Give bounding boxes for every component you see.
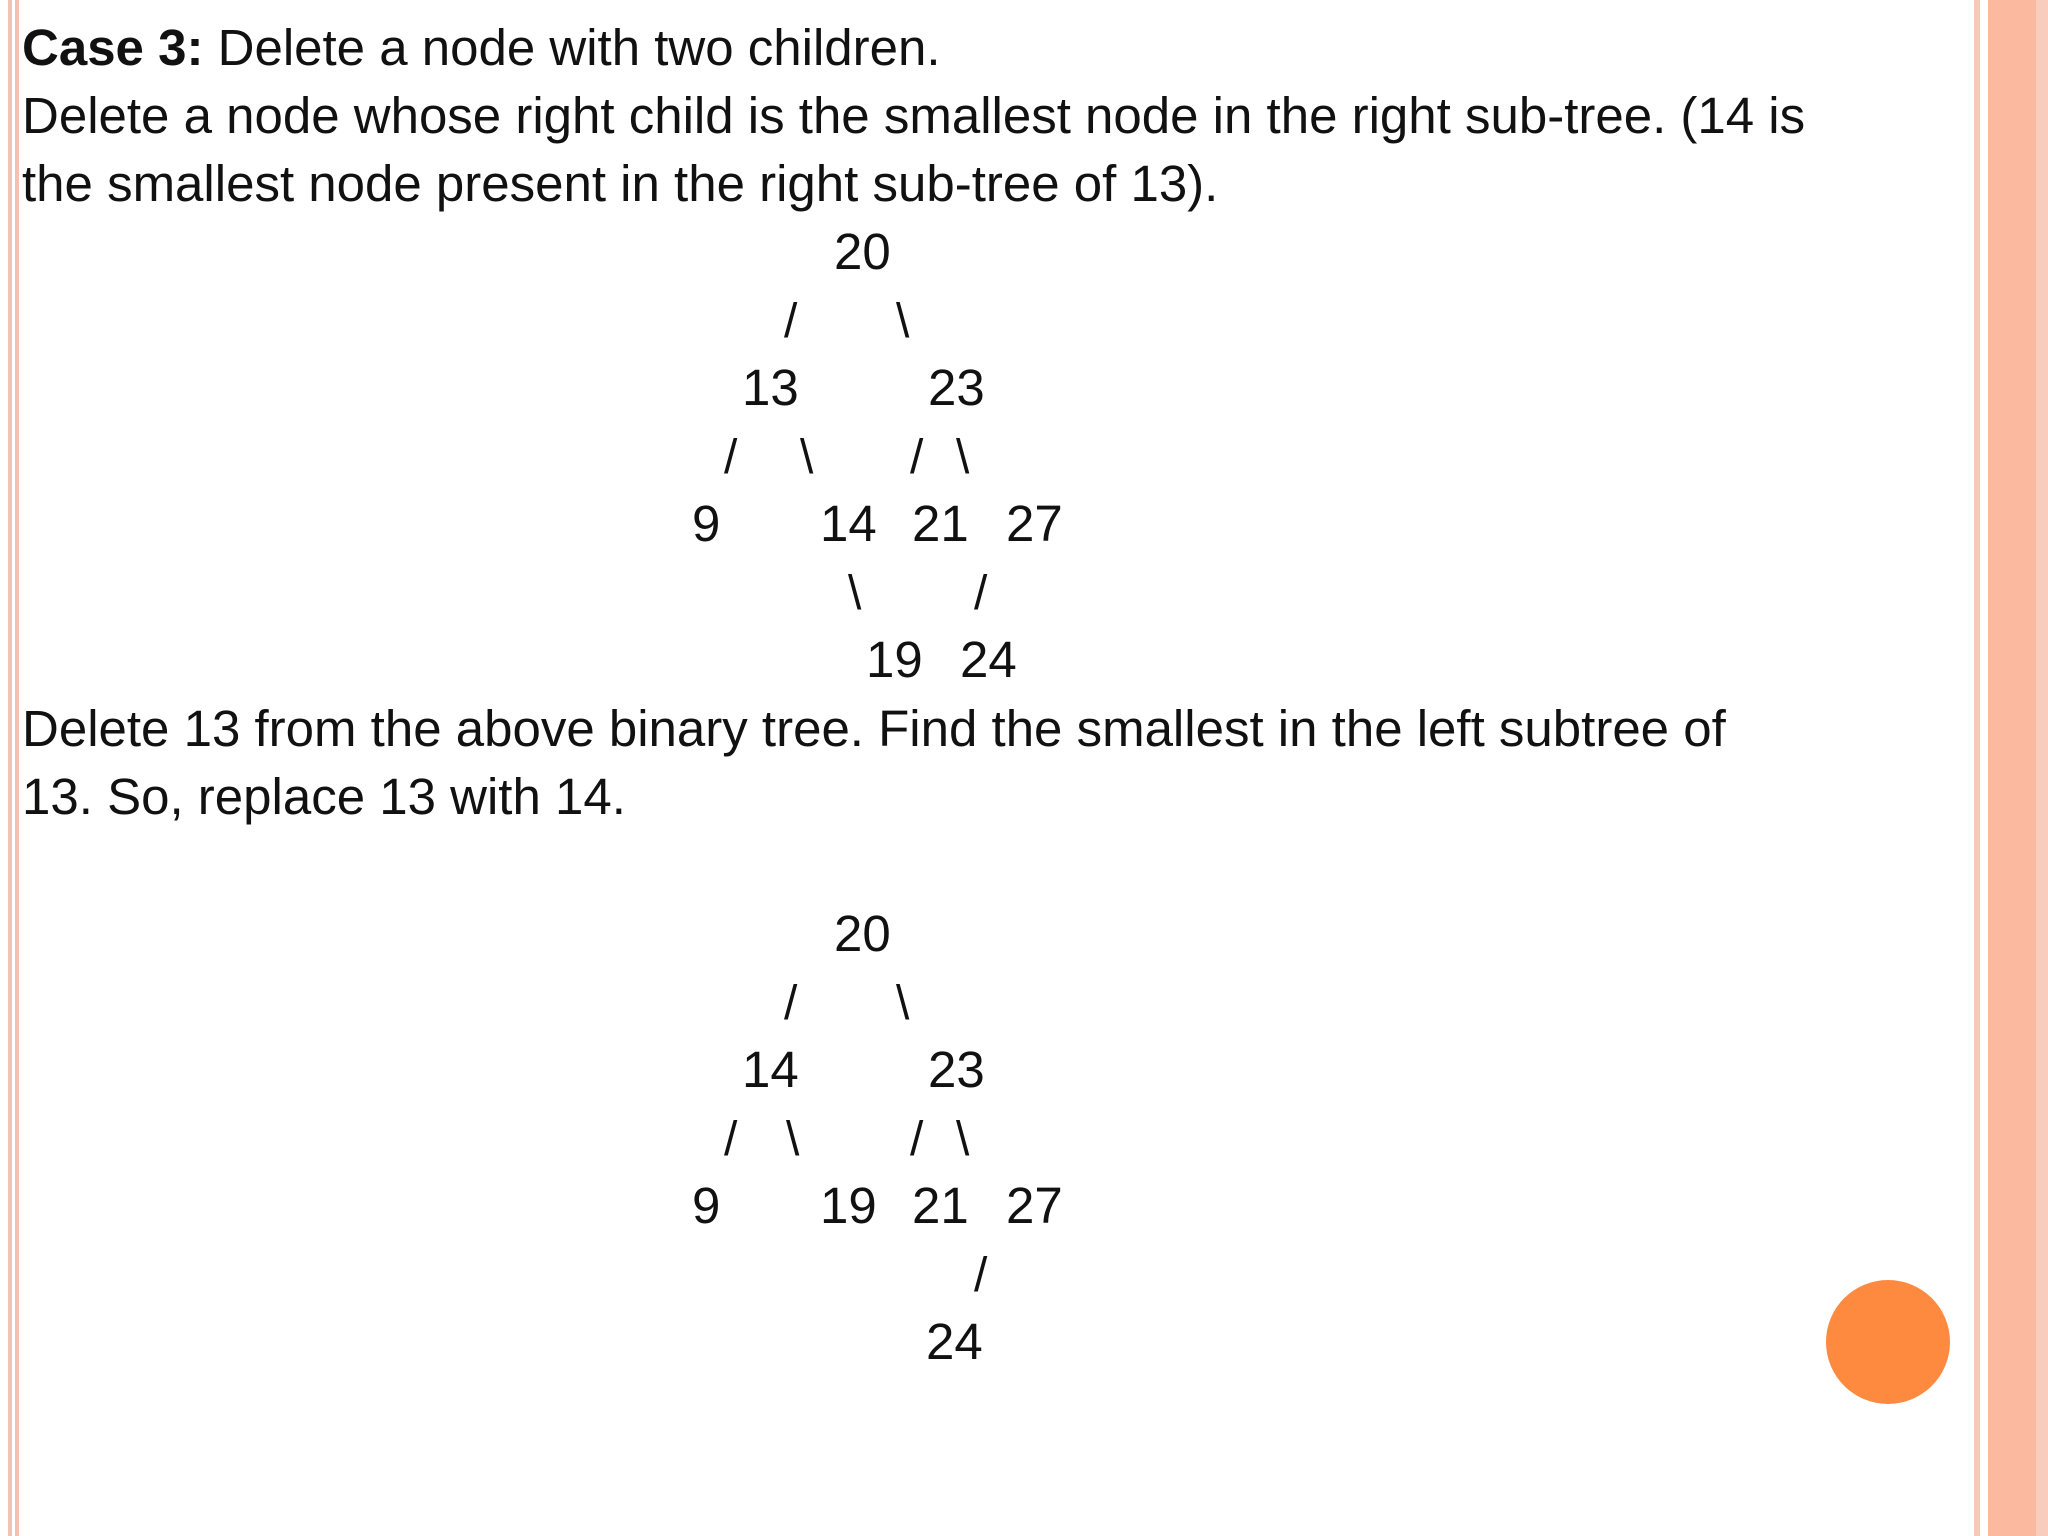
- tree-after-edge-27-left: /: [974, 1249, 988, 1302]
- tree-before-edge-23-right: \: [956, 431, 970, 484]
- tree-after-edge-14-left: /: [724, 1113, 738, 1166]
- intro-line-1: Delete a node whose right child is the smallest node in the right sub-tree. (14 is: [22, 87, 1806, 144]
- intro-line-2: the smallest node present in the right sub-tree of 13).: [22, 155, 1219, 212]
- tree-before-node-9: 9: [692, 495, 721, 552]
- tree-after-edge-root-left: /: [784, 977, 798, 1030]
- right-border-decoration: [1966, 0, 2048, 1536]
- tree-before-edge-root-left: /: [784, 295, 798, 348]
- tree-after-node-24: 24: [926, 1313, 983, 1370]
- tree-after-node-21: 21: [912, 1177, 969, 1234]
- case-label: Case 3:: [22, 19, 204, 76]
- tree-before-node-24: 24: [960, 631, 1017, 688]
- explanation-line-1: Delete 13 from the above binary tree. Find the smallest in the left subtree of: [22, 700, 1726, 757]
- tree-before-edge-13-right: \: [800, 431, 814, 484]
- tree-before-node-14: 14: [820, 495, 877, 552]
- slide-heading: [22, 14, 941, 82]
- tree-before-edge-root-right: \: [896, 295, 910, 348]
- explanation-line-2: 13. So, replace 13 with 14.: [22, 768, 626, 825]
- tree-before-node-21: 21: [912, 495, 969, 552]
- case-title: Delete a node with two children.: [203, 19, 941, 76]
- tree-after-node-19: 19: [820, 1177, 877, 1234]
- tree-after-edge-23-left: /: [910, 1113, 924, 1166]
- tree-after-edge-23-right: \: [956, 1113, 970, 1166]
- tree-before-node-27: 27: [1006, 495, 1063, 552]
- tree-before-node-13: 13: [742, 359, 799, 416]
- left-border-decoration: [0, 0, 19, 1536]
- tree-before-node-23: 23: [928, 359, 985, 416]
- tree-before-node-19: 19: [866, 631, 923, 688]
- tree-after-root: 20: [834, 905, 891, 962]
- tree-before-root: 20: [834, 223, 891, 280]
- explanation-paragraph: [22, 695, 1726, 831]
- tree-before-edge-23-left: /: [910, 431, 924, 484]
- tree-after-node-14: 14: [742, 1041, 799, 1098]
- intro-paragraph: [22, 82, 1805, 218]
- tree-after-node-27: 27: [1006, 1177, 1063, 1234]
- orange-circle-decoration: [1826, 1280, 1950, 1404]
- tree-before-edge-27-left: /: [974, 567, 988, 620]
- tree-before-edge-13-left: /: [724, 431, 738, 484]
- tree-before-edge-14-right: \: [848, 567, 862, 620]
- tree-after-node-9: 9: [692, 1177, 721, 1234]
- tree-after-node-23: 23: [928, 1041, 985, 1098]
- tree-after-edge-root-right: \: [896, 977, 910, 1030]
- tree-after-edge-14-right: \: [786, 1113, 800, 1166]
